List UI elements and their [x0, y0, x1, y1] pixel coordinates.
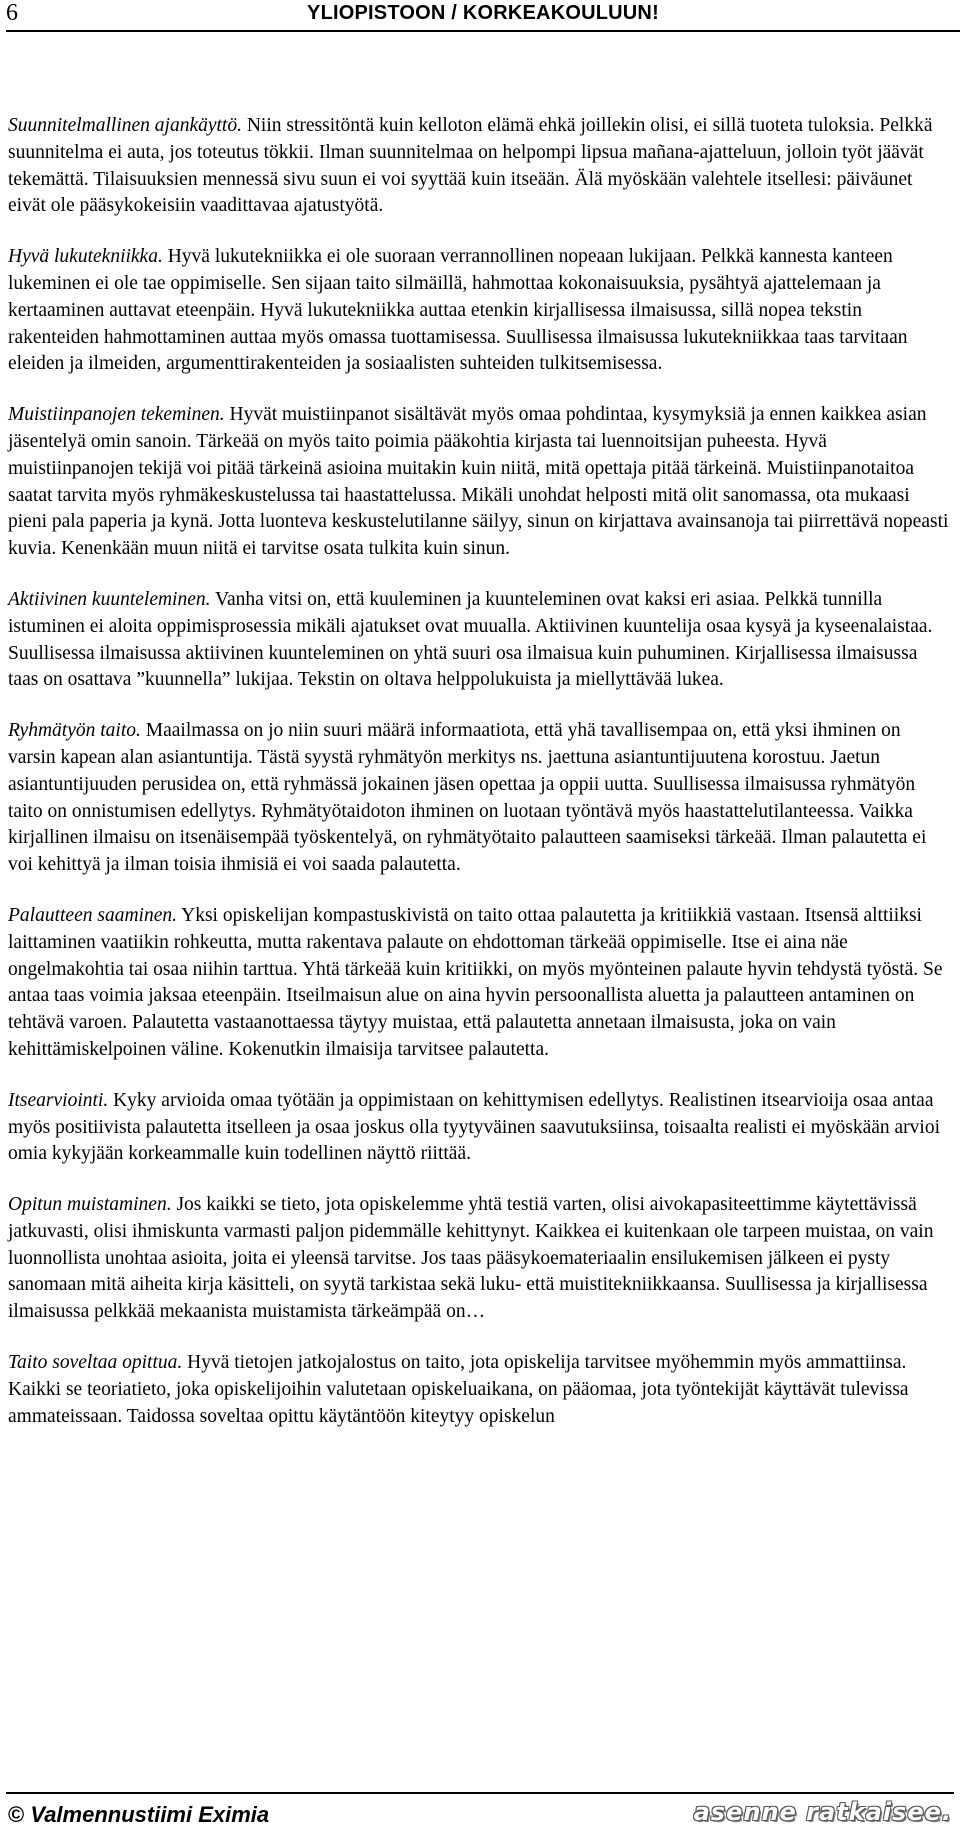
section-title: Ryhmätyön taito. — [8, 720, 141, 742]
footer-divider — [6, 1792, 954, 1794]
section-muistiinpanojen-tekeminen — [8, 402, 952, 563]
section-text: Vanha vitsi on, että kuuleminen ja kuunteleminen ovat kaksi eri asiaa. Pelkkä tunnilla istuminen ei aloita oppimisprosessia mikäli ajatukset ovat muualla. Aktiivinen kuuntelija osaa kysyä ja kyseenalaistaa. Suullisessa ilmaisussa aktiivinen kuunteleminen on yhtä suuri osa ilmaisua kuin puhuminen. Kirjallisessa ilmaisussa taas on osattava ”kuunnella” lukijaa. Tekstin on oltava helppolukuista ja miellyttävää lukea. — [8, 588, 933, 691]
section-text: Hyvä tietojen jatkojalostus on taito, jota opiskelija tarvitsee myöhemmin myös ammattiinsa. Kaikki se teoriatieto, joka opiskelijoihin valutetaan opiskeluaikana, on pääomaa, jota työntekijät käyttävät tulevissa ammateissaan. Taidossa soveltaa opittu käytäntöön kiteytyy opiskelun — [8, 1352, 909, 1427]
section-taito-soveltaa-opittua — [8, 1350, 952, 1430]
section-opitun-muistaminen — [8, 1192, 952, 1326]
section-text: Jos kaikki se tieto, jota opiskelemme yhtä testiä varten, olisi aivokapasiteettimme käytettävissä jatkuvasti, olisi ihmiskunta varmasti paljon pidemmälle kehittynyt. Kaikkea ei kuitenkaan ole tarpeen muistaa, on vain luonnollista unohtaa asioita, joita ei yleensä tarvitse. Jos taas pääsykoemateriaalin ensilukemisen jälkeen ei pysty sanomaan mitä aiheita kirja käsitteli, on syytä tarkistaa sekä luku- että muistitekniikkaansa. Suullisessa ja kirjallisessa ilmaisussa pelkkää mekaanista muistamista tärkeämpää on… — [8, 1194, 934, 1323]
section-title: Itsearviointi. — [8, 1089, 109, 1111]
copyright-text: Valmennustiimi Eximia — [24, 1802, 270, 1827]
section-title: Suunnitelmallinen ajankäyttö. — [8, 115, 242, 136]
header-divider — [6, 30, 960, 32]
page-header — [6, 0, 960, 40]
section-text: Maailmassa on jo niin suuri määrä informaatiota, että yhä tavallisempaa on, että yksi ihminen on varsin kapean alan asiantuntija. Tästä syystä ryhmätyön merkitys ns. jaettuna asiantuntijuutena korostuu. Jaetun asiantuntijuuden perusidea on, että ryhmässä jokainen jäsen opettaa ja oppii uutta. Suullisessa ilmaisussa ryhmätyön taito on onnistumisen edellytys. Ryhmätyötaidoton ihminen on luotaan työntävä myös haastattelutilanteessa. Vaikka kirjallinen ilmaisu on itsenäisempää työskentelyä, on ryhmätyötaito palautteen saamiseksi tärkeää. Ilman palautetta ei voi kehittyä ja ilman toisia ihmisiä ei voi saada palautetta. — [8, 720, 927, 876]
page-footer — [0, 1790, 960, 1838]
section-title: Hyvä lukutekniikka. — [8, 246, 163, 268]
section-title: Taito soveltaa opittua. — [8, 1352, 183, 1374]
section-text: Yksi opiskelijan kompastuskivistä on taito ottaa palautetta ja kritiikkiä vastaan. Itsensä alttiiksi laittaminen vaatiikin rohkeutta, mutta rakentava palaute on ehdottoman tärkeää oppimiselle. Itse ei aina näe ongelmakohtia tai osaa niihin tarttua. Yhtä tärkeää kuin kritiikki, on myös myönteinen palaute hyvin tehdystä työstä. Se antaa taas voimia jaksaa eteenpäin. Itseilmaisun alue on aina hyvin persoonallista aluetta ja palautteen antaminen on tehtävä varoen. Palautetta vastaanottaessa täytyy muistaa, että palautetta annetaan ilmaisusta, joka on vain kehittämiskelpoinen väline. Kokenutkin ilmaisija tarvitsee palautetta. — [8, 904, 943, 1060]
section-text: Hyvät muistiinpanot sisältävät myös omaa pohdintaa, kysymyksiä ja ennen kaikkea asian jäsentelyä omin sanoin. Tärkeää on myös taito poimia pääkohtia kirjasta tai luennoitsijan puheesta. Hyvä muistiinpanojen tekijä voi pitää tärkeinä asioina muitakin kuin niitä, mitä opettaja pitää tärkeinä. Muistiinpanotaitoa saatat tarvita myös ryhmäkeskustelussa tai haastattelussa. Mikäli unohdat helposti mitä olit sanomassa, ota mukaasi pieni pala paperia ja kynä. Jotta luonteva keskustelutilanne säilyy, sinun on kirjattava avainsanoja tai piirrettävä nopeasti kuvia. Kenenkään muun niitä ei tarvitse osata tulkita kuin sinun. — [8, 404, 949, 560]
section-title: Muistiinpanojen tekeminen. — [8, 404, 225, 426]
section-ryhmatyon-taito — [8, 718, 952, 879]
section-itsearviointi — [8, 1088, 952, 1168]
copyright-notice — [8, 1802, 269, 1828]
section-title: Palautteen saaminen. — [8, 904, 177, 926]
section-palautteen-saaminen — [8, 903, 952, 1064]
page-number: 6 — [6, 0, 18, 26]
section-text: Kyky arvioida omaa työtään ja oppimistaan on kehittymisen edellytys. Realistinen itsearvioija osaa antaa myös positiivista palautetta itselleen ja osaa joskus olla tyytyväinen saavutuksiinsa, toisaalta realisti ei myöskään arvioi omia kykyjään korkeammalle kuin todellinen näyttö riittää. — [8, 1089, 941, 1165]
section-aktiivinen-kuunteleminen — [8, 587, 952, 694]
section-hyva-lukutekniikka — [8, 244, 952, 378]
section-text: Hyvä lukutekniikka ei ole suoraan verrannollinen nopeaan lukijaan. Pelkkä kannesta kanteen lukeminen ei ole tae oppimiselle. Sen sijaan taito silmäillä, hahmottaa kokonaisuuksia, pysähtyä ajattelemaan ja kertaaminen auttavat eteenpäin. Hyvä lukutekniikka auttaa etenkin kirjallisessa ilmaisussa, sillä nopea tekstin rakenteiden hahmottaminen auttaa myös omassa tuottamisessa. Suullisessa ilmaisussa lukutekniikkaa taas tarvitaan eleiden ja ilmeiden, argumenttirakenteiden ja sosiaalisten suhteiden tulkitsemisessa. — [8, 246, 908, 375]
section-suunnitelmallinen-ajankaytto — [8, 113, 952, 220]
section-text: Niin stressitöntä kuin kelloton elämä ehkä joillekin olisi, ei sillä tuoteta tuloksia. Pelkkä suunnitelma ei auta, jos toteutus tökkii. Ilman suunnitelmaa on helpompi lipsua mañana-ajatteluun, jolloin työt jäävät tekemättä. Tilaisuuksien mennessä sivu suun ei voi syyttää kuin itseään. Älä myöskään valehtele itsellesi: päiväunet eivät ole pääsykokeisiin vaadittavaa ajatustyötä. — [8, 115, 933, 217]
document-body — [8, 113, 952, 1454]
section-title: Opitun muistaminen. — [8, 1194, 172, 1216]
copyright-symbol: © — [8, 1802, 25, 1827]
header-title: YLIOPISTOON / KORKEAKOULUUN! — [307, 2, 659, 24]
section-title: Aktiivinen kuunteleminen. — [8, 588, 211, 610]
slogan-logo: asenne ratkaisee. — [693, 1798, 952, 1826]
